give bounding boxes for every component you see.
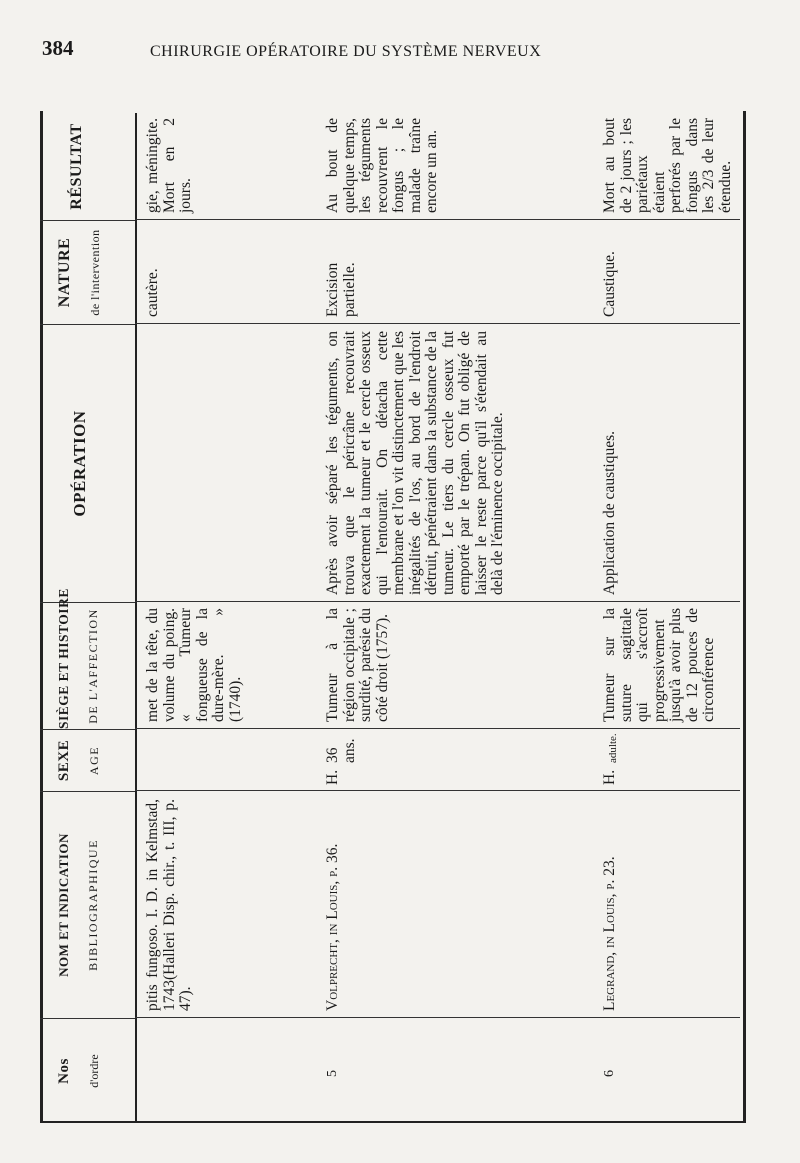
running-head: CHIRURGIE OPÉRATOIRE DU SYSTÈME NERVEUX — [150, 43, 542, 60]
column-rule — [135, 790, 740, 791]
row3-siege: Tumeur sur la suture sagittale qui s'accroît progressivement jusqu'à avoir plus de 12 pouces de circonférence — [601, 608, 717, 722]
column-rule — [135, 219, 740, 220]
column-rule — [135, 601, 740, 602]
row3-nature: Caustique. — [601, 251, 618, 317]
row2-age: 36 ans. — [324, 738, 358, 763]
rotated-table — [40, 93, 750, 1123]
row2-resultat: Au bout de quelque temps, les téguments recouvrent le fongus ; le malade traîne encore un an. — [324, 118, 440, 213]
row1-resultat: gie, méningite. Mort en 2 jours. — [144, 118, 194, 213]
column-rule — [135, 323, 740, 324]
row2-sexe: H. — [324, 769, 341, 785]
header-sexe: SEXE AGE — [40, 729, 135, 791]
column-rule — [135, 1017, 740, 1018]
header-siege: SIÈGE ET HISTOIRE DE L'AFFECTION — [40, 602, 135, 729]
header-resultat: RÉSULTAT — [68, 123, 85, 210]
page-number: 384 — [42, 36, 74, 60]
row3-nom: Legrand, in Louis, p. 23. — [601, 856, 618, 1011]
row1-siege: met de la tête, du volume du poing. « Tumeur fongueuse de la dure-mère. » (1740). — [144, 608, 244, 722]
row2-num: 5 — [325, 1070, 340, 1077]
row2-siege: Tumeur à la région occipitale ; surdité, parésie du côté droit (1757). — [324, 608, 391, 722]
row2-nom: Volprecht, in Louis, p. 36. — [324, 843, 341, 1011]
header-operation: OPÉRATION — [40, 324, 135, 602]
row3-resultat: Mort au bout de 2 jours ; les pariétaux étaient perforés par le fongus dans les 2/3 de leur étendue. — [601, 118, 734, 213]
row3-num: 6 — [602, 1070, 617, 1077]
row3-sexe: H. — [601, 769, 618, 785]
row1-nom: pitis fungoso. I. D. in Kelmstad, 1743(Halleri Disp. chir., t. III, p. 47). — [144, 799, 194, 1011]
row3-operation: Application de caustiques. — [601, 431, 618, 595]
row3-age: adulte. — [607, 733, 619, 763]
row2-operation: Après avoir séparé les téguments, on trouva que le péricrâne recouvrait exactement la tumeur et le cercle osseux qui l'entourait. On détacha cette membrane et l'on vit distinctement que les inégalités de l'os, au bord de l'endroit détruit, pénétraient dans la substance de la tumeur. Le tiers du cercle osseux fut emporté par le trépan. On fut obligé de laisser le reste parce qu'il s'étendait au delà de l'éminence occipitale. — [324, 331, 506, 595]
header-rule — [135, 113, 137, 1123]
header-nature: NATURE de l'intervention — [40, 220, 135, 324]
column-rule — [135, 728, 740, 729]
header-nom: NOM ET INDICATION BIBLIOGRAPHIQUE — [40, 791, 135, 1018]
row2-nature: Excision partielle. — [324, 262, 358, 317]
row1-nature: cautère. — [144, 268, 161, 317]
header-num: Nos d'ordre — [40, 1018, 135, 1123]
